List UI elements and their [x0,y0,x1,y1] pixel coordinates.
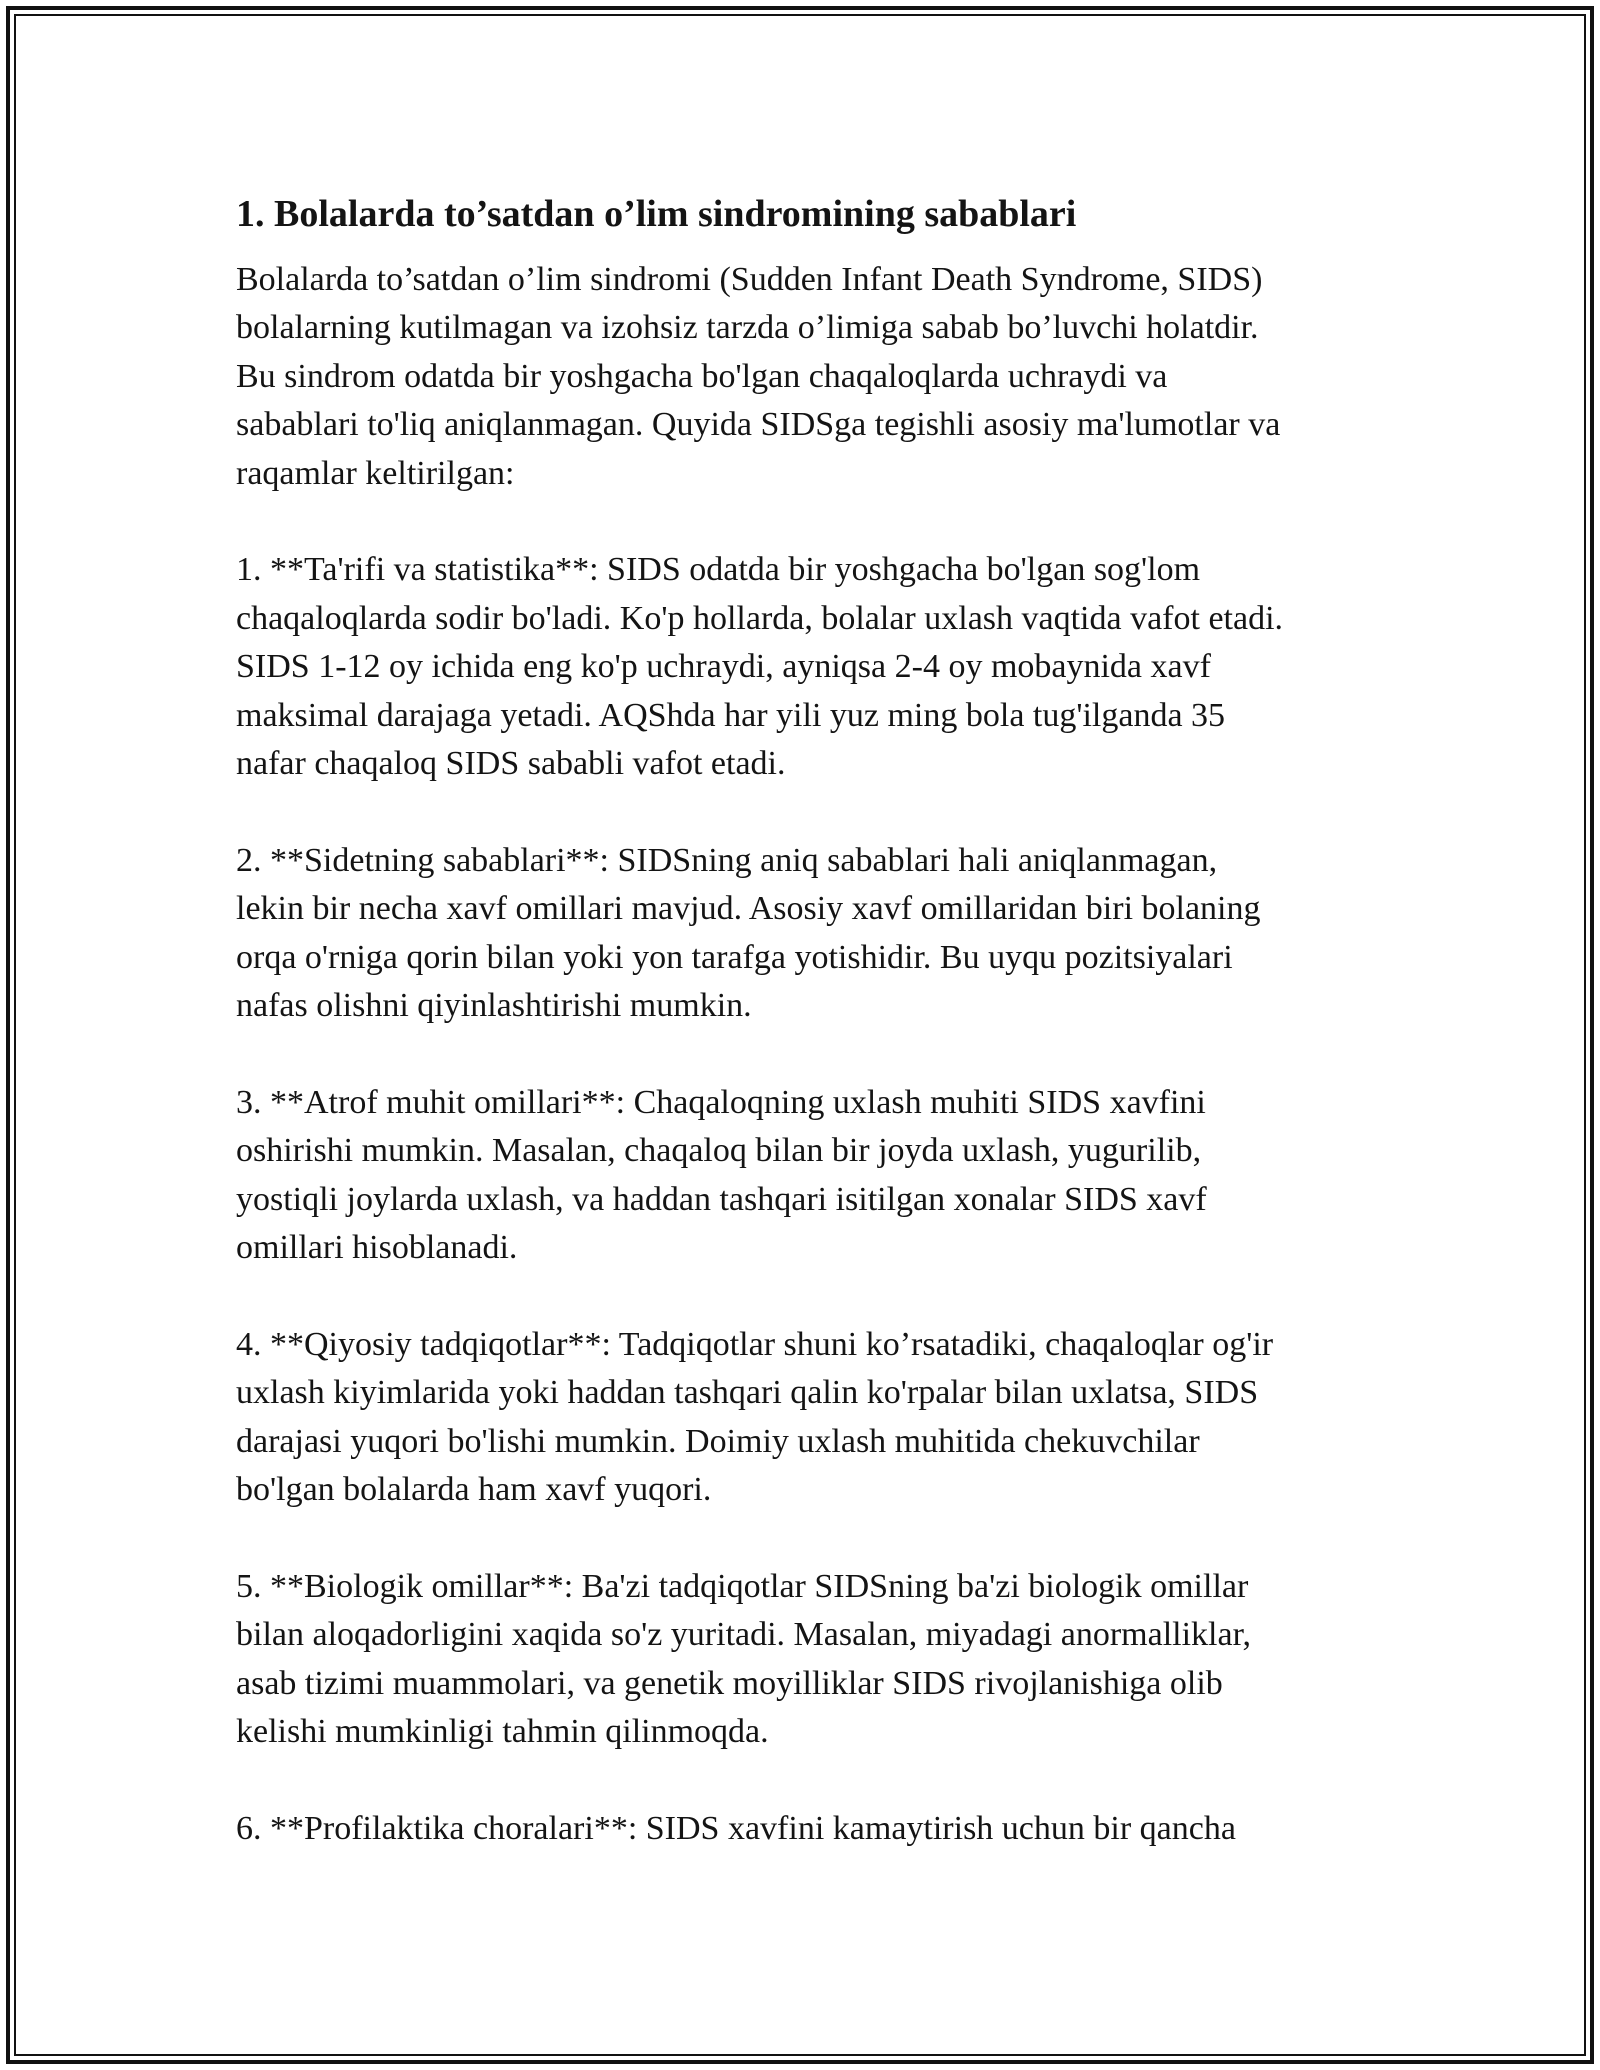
text-line: 4. **Qiyosiy tadqiqotlar**: Tadqiqotlar shuni ko’rsatadiki, chaqaloqlar og'ir [236,1325,1274,1363]
intro-paragraph [236,256,1396,498]
text-line: uxlash kiyimlarida yoki haddan tashqari qalin ko'rpalar bilan uxlatsa, SIDS [236,1374,1259,1412]
text-line: bilan aloqadorligini xaqida so'z yuritadi. Masalan, miyadagi anormalliklar, [236,1616,1252,1654]
text-line: 5. **Biologik omillar**: Ba'zi tadqiqotlar SIDSning ba'zi biologik omillar [236,1567,1249,1605]
item-prevention [236,1805,1396,1853]
section-heading: 1. Bolalarda to’satdan o’lim sindromining sabablari [236,193,1077,235]
text-line: SIDS 1-12 oy ichida eng ko'p uchraydi, ayniqsa 2-4 oy mobaynida xavf [236,648,1211,686]
text-line: bolalarning kutilmagan va izohsiz tarzda o’limiga sabab bo’luvchi holatdir. [236,309,1259,347]
text-line: bo'lgan bolalarda ham xavf yuqori. [236,1471,712,1509]
text-line: kelishi mumkinligi tahmin qilinmoqda. [236,1713,769,1751]
text-line: asab tizimi muammolari, va genetik moyilliklar SIDS rivojlanishiga olib [236,1664,1223,1702]
text-line: darajasi yuqori bo'lishi mumkin. Doimiy uxlash muhitida chekuvchilar [236,1422,1200,1460]
item-biological-factors [236,1563,1396,1757]
text-line: 2. **Sidetning sabablari**: SIDSning aniq sabablari hali aniqlanmagan, [236,841,1218,879]
text-line: sabablari to'liq aniqlanmagan. Quyida SIDSga tegishli asosiy ma'lumotlar va [236,406,1281,444]
text-line: maksimal darajaga yetadi. AQShda har yili yuz ming bola tug'ilganda 35 [236,696,1226,734]
text-line: 6. **Profilaktika choralari**: SIDS xavfini kamaytirish uchun bir qancha [236,1809,1236,1847]
text-line: lekin bir necha xavf omillari mavjud. Asosiy xavf omillaridan biri bolaning [236,890,1261,928]
text-line: nafar chaqaloq SIDS sababli vafot etadi. [236,745,786,783]
text-line: orqa o'rniga qorin bilan yoki yon tarafga yotishidir. Bu uyqu pozitsiyalari [236,938,1233,976]
text-line: oshirishi mumkin. Masalan, chaqaloq bilan bir joyda uxlash, yugurilib, [236,1132,1202,1170]
item-causes [236,837,1396,1031]
item-comparative-studies [236,1321,1396,1515]
item-definition-statistics [236,546,1396,788]
text-line: yostiqli joylarda uxlash, va haddan tashqari isitilgan xonalar SIDS xavf [236,1180,1207,1218]
text-line: chaqaloqlarda sodir bo'ladi. Ko'p hollarda, bolalar uxlash vaqtida vafot etadi. [236,599,1284,637]
text-line: nafas olishni qiyinlashtirishi mumkin. [236,987,752,1025]
item-environment-factors [236,1079,1396,1273]
text-line: raqamlar keltirilgan: [236,454,515,492]
text-line: Bu sindrom odatda bir yoshgacha bo'lgan chaqaloqlarda uchraydi va [236,357,1168,395]
text-line: 3. **Atrof muhit omillari**: Chaqaloqning uxlash muhiti SIDS xavfini [236,1083,1206,1121]
text-line: omillari hisoblanadi. [236,1229,518,1267]
text-line: Bolalarda to’satdan o’lim sindromi (Sudden Infant Death Syndrome, SIDS) [236,261,1263,298]
document-body [236,186,1396,1902]
text-line: 1. **Ta'rifi va statistika**: SIDS odatda bir yoshgacha bo'lgan sog'lom [236,551,1201,589]
